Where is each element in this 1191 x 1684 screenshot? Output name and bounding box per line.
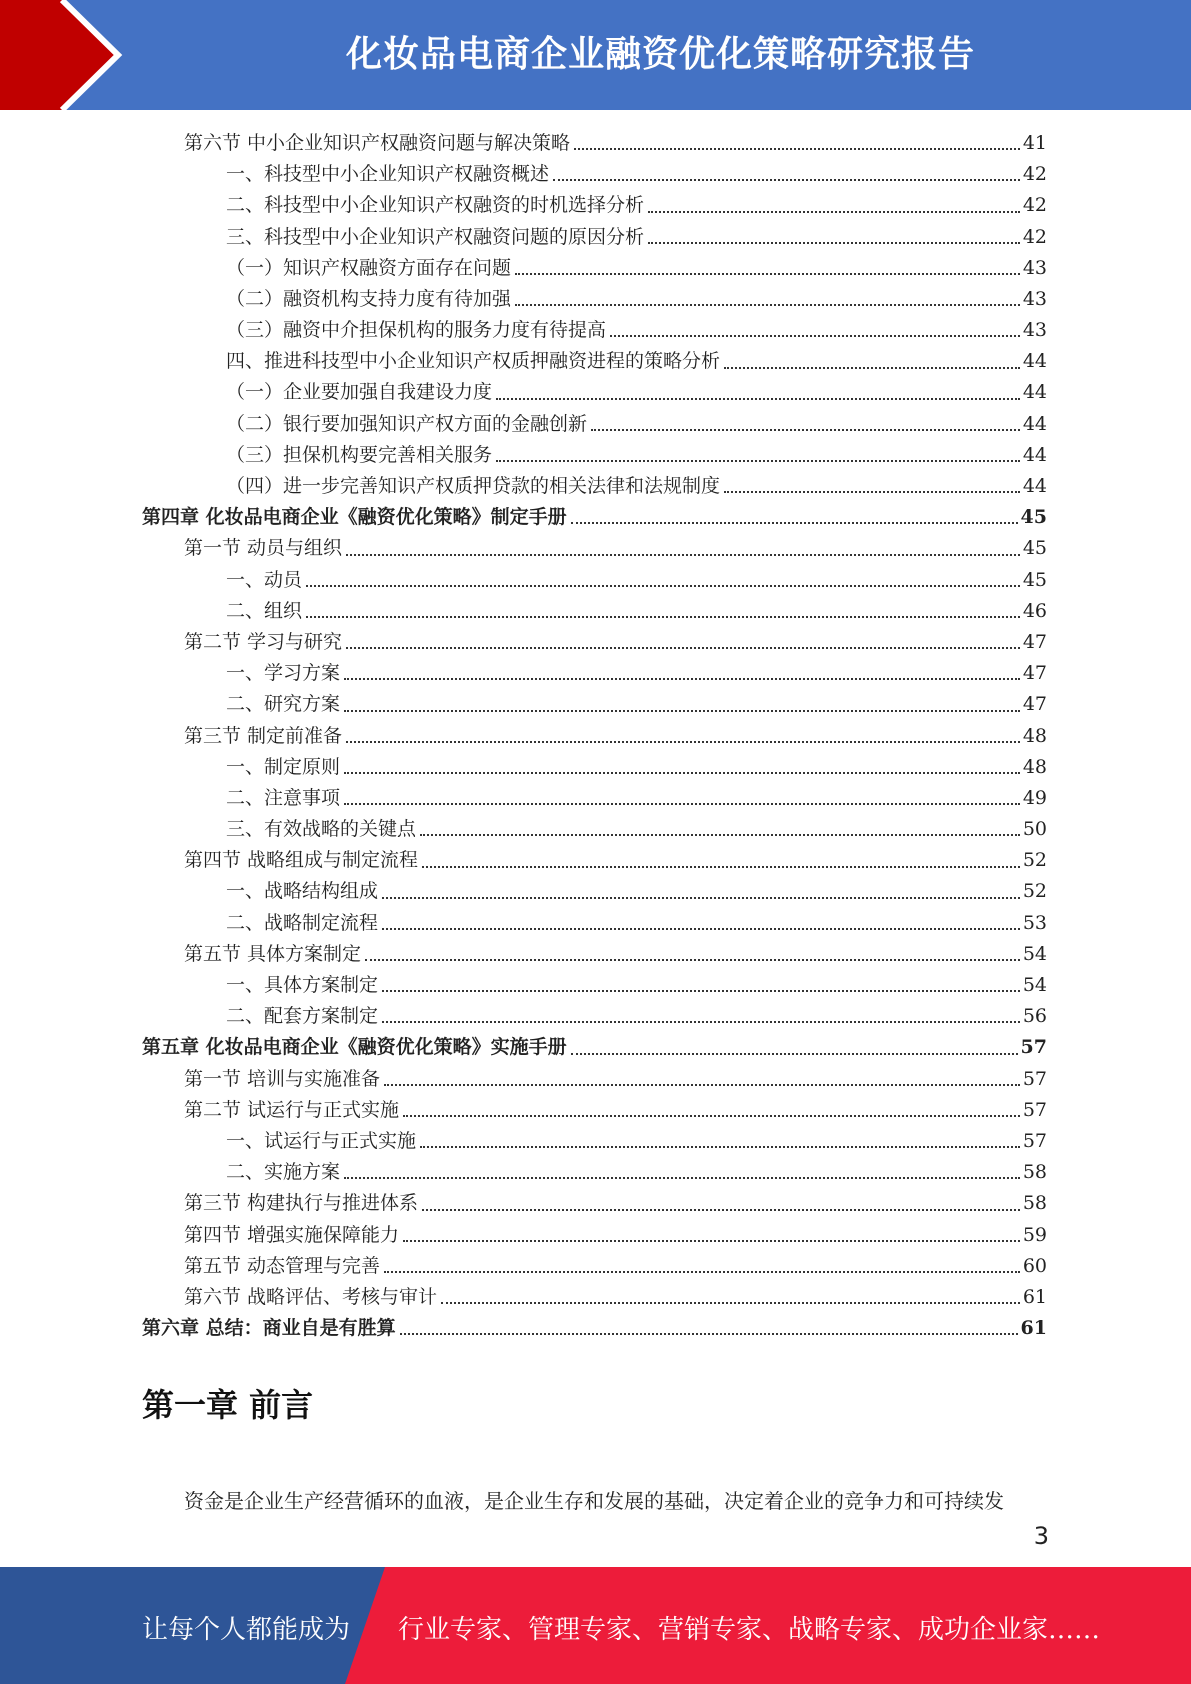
toc-entry[interactable] xyxy=(142,1095,1047,1126)
toc-entry-title: 第三节 构建执行与推进体系 xyxy=(184,1192,419,1215)
toc-entry-page: 53 xyxy=(1022,911,1047,934)
toc-entry[interactable] xyxy=(142,845,1047,876)
toc-entry-title: （三）融资中介担保机构的服务力度有待提高 xyxy=(226,319,607,342)
toc-leader-dots xyxy=(382,897,1020,899)
toc-entry-title: 一、学习方案 xyxy=(226,662,341,685)
toc-entry-title: 一、动员 xyxy=(226,568,303,591)
toc-leader-dots xyxy=(365,959,1020,961)
toc-entry[interactable] xyxy=(142,159,1047,190)
toc-entry[interactable] xyxy=(142,1313,1047,1344)
toc-entry-title: 一、科技型中小企业知识产权融资概述 xyxy=(226,163,550,186)
toc-entry[interactable] xyxy=(142,284,1047,315)
toc-entry[interactable] xyxy=(142,1220,1047,1251)
toc-entry[interactable] xyxy=(142,908,1047,939)
toc-leader-dots xyxy=(591,429,1020,431)
toc-entry[interactable] xyxy=(142,346,1047,377)
toc-entry-title: 二、实施方案 xyxy=(226,1161,341,1184)
footer-slogan-left: 让每个人都能成为 xyxy=(142,1615,351,1645)
toc-entry[interactable] xyxy=(142,721,1047,752)
toc-entry[interactable] xyxy=(142,689,1047,720)
toc-leader-dots xyxy=(344,678,1020,680)
toc-entry[interactable] xyxy=(142,752,1047,783)
toc-entry-title: 二、科技型中小企业知识产权融资的时机选择分析 xyxy=(226,194,645,217)
toc-entry[interactable] xyxy=(142,970,1047,1001)
toc-entry[interactable] xyxy=(142,128,1047,159)
toc-entry-page: 45 xyxy=(1022,568,1047,591)
toc-entry-title: 一、战略结构组成 xyxy=(226,880,379,903)
toc-leader-dots xyxy=(346,741,1020,743)
toc-leader-dots xyxy=(648,211,1020,213)
toc-entry-page: 59 xyxy=(1022,1223,1047,1246)
toc-entry[interactable] xyxy=(142,814,1047,845)
toc-entry[interactable] xyxy=(142,409,1047,440)
toc-entry-page: 57 xyxy=(1022,1067,1047,1090)
toc-entry-title: 第六节 中小企业知识产权融资问题与解决策略 xyxy=(184,131,571,154)
toc-leader-dots xyxy=(420,1146,1020,1148)
toc-leader-dots xyxy=(306,585,1020,587)
toc-entry-title: （二）融资机构支持力度有待加强 xyxy=(226,287,512,310)
toc-leader-dots xyxy=(382,990,1020,992)
toc-entry-title: 四、推进科技型中小企业知识产权质押融资进程的策略分析 xyxy=(226,350,721,373)
toc-leader-dots xyxy=(346,554,1020,556)
toc-entry[interactable] xyxy=(142,658,1047,689)
toc-entry-page: 44 xyxy=(1022,412,1047,435)
toc-entry-page: 52 xyxy=(1022,880,1047,903)
toc-entry-title: 第一节 培训与实施准备 xyxy=(184,1067,381,1090)
toc-entry-title: 第六节 战略评估、考核与审计 xyxy=(184,1285,438,1308)
toc-entry-title: 一、试运行与正式实施 xyxy=(226,1129,417,1152)
footer-slogan-right: 行业专家、管理专家、营销专家、战略专家、成功企业家…… xyxy=(398,1615,1101,1645)
toc-leader-dots xyxy=(496,460,1020,462)
toc-leader-dots xyxy=(553,179,1020,181)
toc-entry-page: 46 xyxy=(1022,599,1047,622)
toc-entry-page: 47 xyxy=(1022,693,1047,716)
toc-entry-page: 43 xyxy=(1022,287,1047,310)
toc-entry-title: 第五节 具体方案制定 xyxy=(184,942,362,965)
toc-entry[interactable] xyxy=(142,471,1047,502)
toc-leader-dots xyxy=(571,522,1018,524)
toc-entry[interactable] xyxy=(142,378,1047,409)
toc-leader-dots xyxy=(382,1021,1020,1023)
toc-entry[interactable] xyxy=(142,315,1047,346)
toc-entry-page: 43 xyxy=(1022,256,1047,279)
toc-entry[interactable] xyxy=(142,1126,1047,1157)
toc-entry[interactable] xyxy=(142,1032,1047,1063)
toc-leader-dots xyxy=(400,1333,1018,1335)
toc-leader-dots xyxy=(344,803,1020,805)
toc-entry-title: 二、研究方案 xyxy=(226,693,341,716)
toc-entry-title: 三、科技型中小企业知识产权融资问题的原因分析 xyxy=(226,225,645,248)
page-footer xyxy=(0,1567,1191,1684)
toc-entry-page: 44 xyxy=(1022,443,1047,466)
toc-leader-dots xyxy=(384,1271,1020,1273)
toc-leader-dots xyxy=(496,398,1020,400)
toc-entry-title: 第四章 化妆品电商企业《融资优化策略》制定手册 xyxy=(142,506,567,529)
toc-entry[interactable] xyxy=(142,502,1047,533)
toc-entry-title: 二、配套方案制定 xyxy=(226,1005,379,1028)
toc-entry-page: 44 xyxy=(1022,381,1047,404)
toc-leader-dots xyxy=(515,273,1020,275)
toc-entry-page: 45 xyxy=(1020,506,1047,529)
toc-entry[interactable] xyxy=(142,253,1047,284)
toc-entry-title: （一）知识产权融资方面存在问题 xyxy=(226,256,512,279)
toc-leader-dots xyxy=(422,1209,1020,1211)
toc-entry-title: 二、注意事项 xyxy=(226,786,341,809)
toc-entry-page: 45 xyxy=(1022,537,1047,560)
toc-entry-page: 61 xyxy=(1022,1285,1047,1308)
toc-entry-page: 44 xyxy=(1022,350,1047,373)
toc-entry-page: 41 xyxy=(1022,131,1047,154)
toc-entry-page: 44 xyxy=(1022,475,1047,498)
toc-leader-dots xyxy=(382,928,1020,930)
toc-leader-dots xyxy=(403,1240,1020,1242)
toc-leader-dots xyxy=(724,491,1020,493)
toc-entry[interactable] xyxy=(142,533,1047,564)
toc-entry-page: 57 xyxy=(1022,1098,1047,1121)
toc-leader-dots xyxy=(346,647,1020,649)
toc-entry-page: 42 xyxy=(1022,225,1047,248)
toc-leader-dots xyxy=(571,1053,1018,1055)
toc-entry-page: 60 xyxy=(1022,1254,1047,1277)
table-of-contents xyxy=(142,128,1047,1344)
toc-entry-title: 第二节 试运行与正式实施 xyxy=(184,1098,400,1121)
toc-entry-title: 二、组织 xyxy=(226,599,303,622)
toc-entry-title: 第六章 总结：商业自是有胜算 xyxy=(142,1317,396,1340)
chapter-heading: 第一章 前言 xyxy=(142,1386,314,1424)
toc-leader-dots xyxy=(648,242,1020,244)
toc-entry-page: 50 xyxy=(1022,818,1047,841)
toc-entry-page: 42 xyxy=(1022,163,1047,186)
toc-entry[interactable] xyxy=(142,565,1047,596)
toc-entry[interactable] xyxy=(142,1282,1047,1313)
toc-entry-page: 57 xyxy=(1020,1036,1047,1059)
toc-leader-dots xyxy=(344,1177,1020,1179)
toc-leader-dots xyxy=(724,367,1020,369)
toc-entry-page: 52 xyxy=(1022,849,1047,872)
header-arrow-decoration xyxy=(0,0,160,110)
toc-leader-dots xyxy=(574,148,1020,150)
toc-entry[interactable] xyxy=(142,222,1047,253)
toc-entry-title: 第二节 学习与研究 xyxy=(184,630,343,653)
body-paragraph: 资金是企业生产经营循环的血液，是企业生存和发展的基础，决定着企业的竞争力和可持续发 xyxy=(184,1489,1004,1513)
toc-entry[interactable] xyxy=(142,1188,1047,1219)
toc-leader-dots xyxy=(610,335,1020,337)
toc-entry[interactable] xyxy=(142,1157,1047,1188)
toc-entry[interactable] xyxy=(142,190,1047,221)
toc-entry-title: 第四节 增强实施保障能力 xyxy=(184,1223,400,1246)
toc-entry-title: 一、制定原则 xyxy=(226,755,341,778)
toc-entry[interactable] xyxy=(142,440,1047,471)
toc-entry-page: 61 xyxy=(1020,1317,1047,1340)
toc-entry-page: 49 xyxy=(1022,786,1047,809)
toc-entry[interactable] xyxy=(142,1251,1047,1282)
toc-leader-dots xyxy=(403,1115,1020,1117)
toc-leader-dots xyxy=(384,1084,1020,1086)
toc-entry-page: 54 xyxy=(1022,974,1047,997)
toc-entry-page: 54 xyxy=(1022,942,1047,965)
toc-leader-dots xyxy=(441,1302,1020,1304)
toc-entry[interactable] xyxy=(142,939,1047,970)
toc-entry-page: 47 xyxy=(1022,662,1047,685)
toc-entry-title: 第一节 动员与组织 xyxy=(184,537,343,560)
page-number: 3 xyxy=(1033,1522,1049,1550)
toc-leader-dots xyxy=(344,710,1020,712)
toc-entry-title: 二、战略制定流程 xyxy=(226,911,379,934)
toc-entry-page: 47 xyxy=(1022,630,1047,653)
toc-entry-title: 三、有效战略的关键点 xyxy=(226,818,417,841)
toc-entry-title: 第三节 制定前准备 xyxy=(184,724,343,747)
toc-entry[interactable] xyxy=(142,1001,1047,1032)
toc-entry-title: 第五节 动态管理与完善 xyxy=(184,1254,381,1277)
toc-entry-title: 一、具体方案制定 xyxy=(226,974,379,997)
toc-entry-page: 48 xyxy=(1022,755,1047,778)
toc-entry-page: 48 xyxy=(1022,724,1047,747)
report-title: 化妆品电商企业融资优化策略研究报告 xyxy=(345,34,975,75)
toc-leader-dots xyxy=(515,304,1020,306)
toc-entry-page: 43 xyxy=(1022,319,1047,342)
toc-leader-dots xyxy=(422,866,1020,868)
toc-entry-title: （三）担保机构要完善相关服务 xyxy=(226,443,493,466)
toc-entry-title: （二）银行要加强知识产权方面的金融创新 xyxy=(226,412,588,435)
toc-entry-page: 58 xyxy=(1022,1192,1047,1215)
toc-leader-dots xyxy=(420,834,1020,836)
toc-entry-title: 第四节 战略组成与制定流程 xyxy=(184,849,419,872)
page-header xyxy=(0,0,1191,110)
toc-entry-page: 42 xyxy=(1022,194,1047,217)
toc-leader-dots xyxy=(344,772,1020,774)
toc-entry-page: 58 xyxy=(1022,1161,1047,1184)
toc-leader-dots xyxy=(306,616,1020,618)
toc-entry[interactable] xyxy=(142,1064,1047,1095)
toc-entry[interactable] xyxy=(142,627,1047,658)
toc-entry[interactable] xyxy=(142,596,1047,627)
toc-entry-title: （四）进一步完善知识产权质押贷款的相关法律和法规制度 xyxy=(226,475,721,498)
toc-entry[interactable] xyxy=(142,877,1047,908)
toc-entry-page: 56 xyxy=(1022,1005,1047,1028)
toc-entry[interactable] xyxy=(142,783,1047,814)
toc-entry-title: 第五章 化妆品电商企业《融资优化策略》实施手册 xyxy=(142,1036,567,1059)
toc-entry-page: 57 xyxy=(1022,1129,1047,1152)
toc-entry-title: （一）企业要加强自我建设力度 xyxy=(226,381,493,404)
